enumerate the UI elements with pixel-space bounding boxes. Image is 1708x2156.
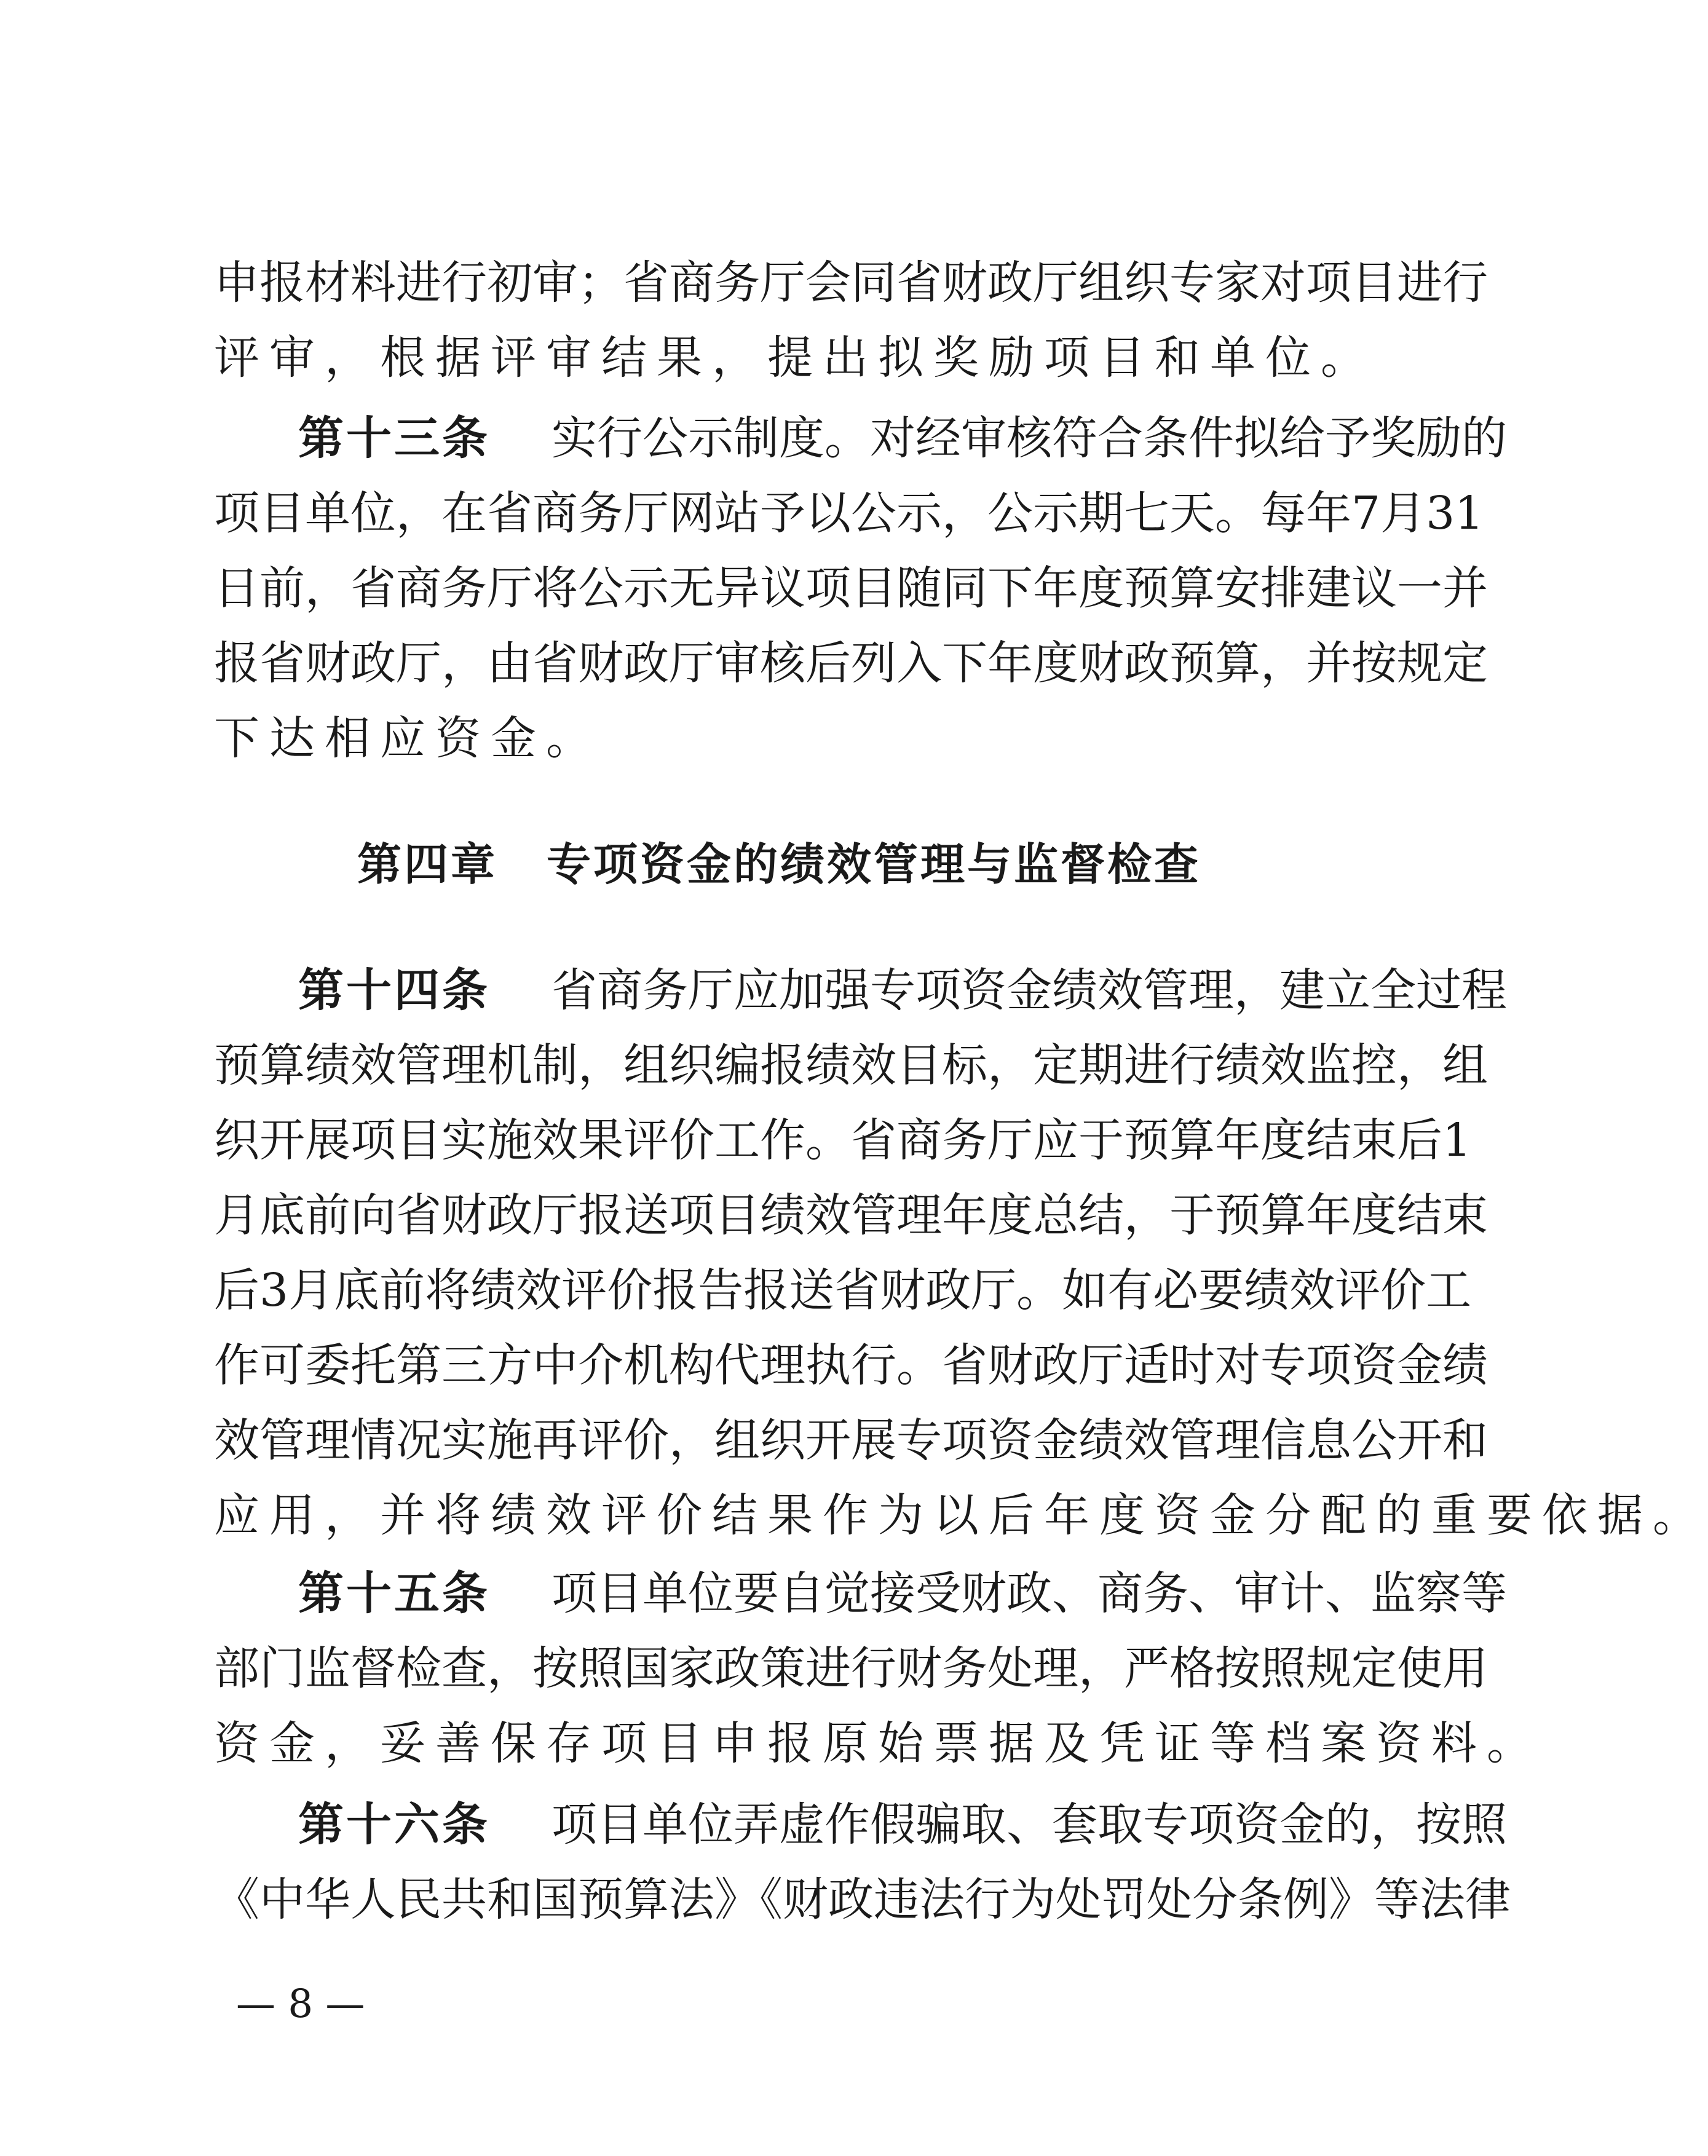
body-line: 日前，省商务厅将公示无异议项目随同下年度预算安排建议一并 <box>214 562 1488 615</box>
body-line: 项目单位，在省商务厅网站予以公示，公示期七天。每年7月31 <box>214 487 1484 540</box>
chapter-number: 第四章 <box>357 839 497 890</box>
body-line: 应用，并将绩效评价结果作为以后年度资金分配的重要依据。 <box>214 1489 1708 1542</box>
body-line: 资金，妥善保存项目申报原始票据及凭证等档案资料。 <box>214 1717 1542 1770</box>
article-13-title: 第十三条 <box>298 412 490 465</box>
chapter-heading <box>214 827 1344 901</box>
body-line: 月底前向省财政厅报送项目绩效管理年度总结，于预算年度结束 <box>214 1189 1488 1242</box>
body-line: 织开展项目实施效果评价工作。省商务厅应于预算年度结束后1 <box>214 1114 1472 1167</box>
body-line: 申报材料进行初审；省商务厅会同省财政厅组织专家对项目进行 <box>214 256 1488 309</box>
body-line: 《中华人民共和国预算法》《财政违法行为处罚处分条例》等法律 <box>214 1873 1511 1926</box>
article-14-text: 省商务厅应加强专项资金绩效管理，建立全过程 <box>552 964 1507 1017</box>
body-line: 报省财政厅，由省财政厅审核后列入下年度财政预算，并按规定 <box>214 637 1488 690</box>
body-line: 下达相应资金。 <box>214 712 601 765</box>
article-16-title: 第十六条 <box>298 1798 490 1851</box>
page-number: — 8 — <box>236 1981 365 2027</box>
article-15-first-line <box>298 1557 1507 1630</box>
article-15-title: 第十五条 <box>298 1567 490 1620</box>
chapter-title: 专项资金的绩效管理与监督检查 <box>547 839 1201 890</box>
body-line: 后3月底前将绩效评价报告报送省财政厅。如有必要绩效评价工 <box>214 1264 1472 1317</box>
body-line: 效管理情况实施再评价，组织开展专项资金绩效管理信息公开和 <box>214 1414 1488 1467</box>
body-line: 部门监督检查，按照国家政策进行财务处理，严格按照规定使用 <box>214 1642 1488 1695</box>
body-line: 作可委托第三方中介机构代理执行。省财政厅适时对专项资金绩 <box>214 1339 1488 1392</box>
body-line: 预算绩效管理机制，组织编报绩效目标，定期进行绩效监控，组 <box>214 1039 1488 1092</box>
article-16-text: 项目单位弄虚作假骗取、套取专项资金的，按照 <box>552 1798 1507 1851</box>
article-13-text: 实行公示制度。对经审核符合条件拟给予奖励的 <box>552 412 1507 465</box>
body-line: 评审，根据评审结果，提出拟奖励项目和单位。 <box>214 331 1376 384</box>
article-13-first-line <box>298 401 1507 475</box>
article-14-title: 第十四条 <box>298 964 490 1017</box>
article-16-first-line <box>298 1788 1507 1862</box>
article-14-first-line <box>298 954 1507 1027</box>
article-15-text: 项目单位要自觉接受财政、商务、审计、监察等 <box>552 1567 1507 1620</box>
